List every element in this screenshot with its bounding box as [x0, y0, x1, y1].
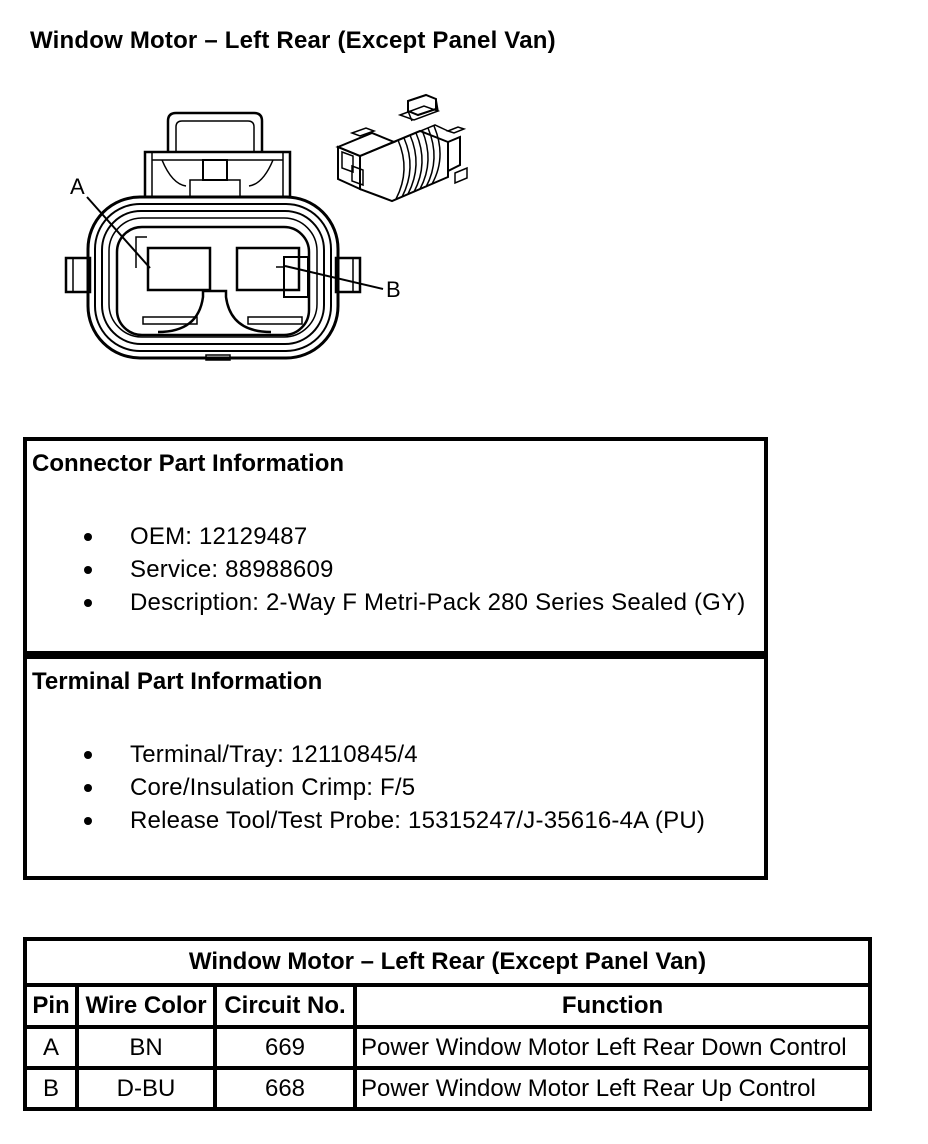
list-item-text: OEM: 12129487: [130, 523, 308, 550]
cell-pin: B: [25, 1068, 77, 1109]
list-item: [27, 520, 764, 553]
cell-function: Power Window Motor Left Rear Down Control: [355, 1027, 870, 1068]
connector-info-heading: Connector Part Information: [32, 450, 345, 477]
col-header-pin: Pin: [25, 985, 77, 1027]
bullet-icon: [84, 566, 92, 574]
pin-function-table: [23, 937, 872, 1111]
connector-iso-view: [338, 95, 467, 201]
bullet-icon: [84, 751, 92, 759]
connector-face-view: [66, 113, 360, 360]
list-item-text: Core/Insulation Crimp: F/5: [130, 774, 416, 801]
pin-callouts: [70, 174, 401, 302]
list-item: [27, 738, 764, 771]
cavity-a: [148, 248, 210, 290]
cell-circuit-no: 668: [215, 1068, 355, 1109]
terminal-info-box: [23, 655, 768, 880]
list-item-text: Description: 2-Way F Metri-Pack 280 Series Sealed (GY): [130, 589, 746, 616]
bullet-icon: [84, 599, 92, 607]
cavity-b: [237, 248, 299, 290]
col-header-circuit-no: Circuit No.: [215, 985, 355, 1027]
bullet-icon: [84, 784, 92, 792]
pin-a-leader-line: [87, 197, 150, 268]
table-row: [25, 1068, 870, 1109]
connector-info-box: [23, 437, 768, 655]
pin-a-label: A: [70, 174, 85, 199]
table-row: [25, 1027, 870, 1068]
cell-wire-color: BN: [77, 1027, 215, 1068]
col-header-wire-color: Wire Color: [77, 985, 215, 1027]
cell-wire-color: D-BU: [77, 1068, 215, 1109]
list-item: [27, 771, 764, 804]
list-item-text: Terminal/Tray: 12110845/4: [130, 741, 418, 768]
page-title: Window Motor – Left Rear (Except Panel Van): [30, 27, 556, 54]
cell-function: Power Window Motor Left Rear Up Control: [355, 1068, 870, 1109]
bullet-icon: [84, 533, 92, 541]
table-title: Window Motor – Left Rear (Except Panel Van): [25, 939, 870, 985]
list-item-text: Release Tool/Test Probe: 15315247/J-35616-4A (PU): [130, 807, 706, 834]
connector-info-list: [27, 520, 764, 619]
list-item: [27, 553, 764, 586]
terminal-info-heading: Terminal Part Information: [32, 668, 323, 695]
list-item: [27, 804, 764, 837]
connector-diagram: [0, 85, 480, 385]
bullet-icon: [84, 817, 92, 825]
terminal-info-list: [27, 738, 764, 837]
col-header-function: Function: [355, 985, 870, 1027]
list-item-text: Service: 88988609: [130, 556, 334, 583]
cell-pin: A: [25, 1027, 77, 1068]
cell-circuit-no: 669: [215, 1027, 355, 1068]
list-item: [27, 586, 764, 619]
pin-b-label: B: [386, 277, 401, 302]
